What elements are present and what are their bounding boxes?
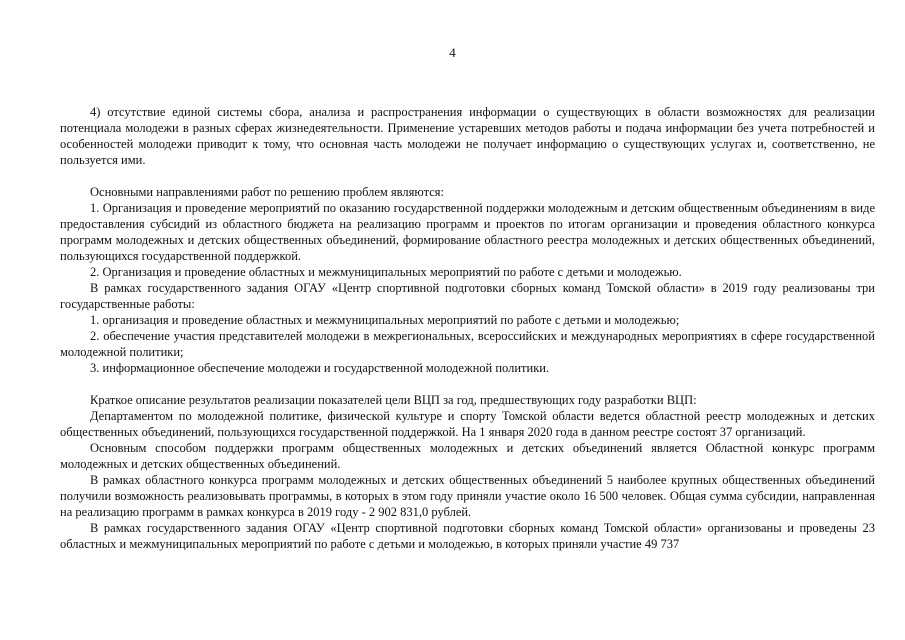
paragraph-directions-heading: Основными направлениями работ по решению проблем являются:: [90, 185, 444, 199]
paragraph-direction-1: 1. Организация и проведение мероприятий по оказанию государственной поддержки молодежным и детским общественным объединениям в виде предоставления субсидий из областного бюджета на реализацию программ и проектов по итогам организации и проведения областного конкурса программ молодежных и детских общественных объединений, формирование областного реестра молодежных и детских общественных объединений, пользующихся государственной поддержкой.: [60, 201, 875, 263]
paragraph-work-3: 3. информационное обеспечение молодежи и государственной молодежной политики.: [90, 361, 550, 375]
document-body: [60, 104, 875, 552]
paragraph-direction-2: 2. Организация и проведение областных и межмуниципальных мероприятий по работе с детьми и молодежью.: [90, 265, 682, 279]
paragraph-events-results: В рамках государственного задания ОГАУ «Центр спортивной подготовки сборных команд Томской области» организованы и проведены 23 областных и межмуниципальных мероприятий по работе с детьми и молодежью, в которых приняли участие 49 737: [60, 521, 875, 551]
page-number: 4: [449, 45, 456, 60]
paragraph-problem-4: 4) отсутствие единой системы сбора, анализа и распространения информации о существующих в области возможностях для реализации потенциала молодежи в разных сферах жизнедеятельности. Применение устаревших методов работы и подача информации без учета потребностей и особенностей молодежи приводит к тому, что основная часть молодежи не получает информацию о существующих услугах и, соответственно, не пользуется ими.: [60, 105, 875, 167]
paragraph-results-heading: Краткое описание результатов реализации показателей цели ВЦП за год, предшествующих году разработки ВЦП:: [90, 393, 697, 407]
paragraph-contest-results: В рамках областного конкурса программ молодежных и детских общественных объединений 5 наиболее крупных общественных объединений получили возможность реализовывать программы, в которых в этом году приняли участие около 16 500 человек. Общая сумма субсидии, направленная на реализацию программ в рамках конкурса в 2019 году - 2 902 831,0 рублей.: [60, 473, 875, 519]
paragraph-work-2: 2. обеспечение участия представителей молодежи в межрегиональных, всероссийских и международных мероприятиях в сфере государственной молодежной политики;: [60, 329, 875, 359]
paragraph-state-assignment: В рамках государственного задания ОГАУ «Центр спортивной подготовки сборных команд Томской области» в 2019 году реализованы три государственные работы:: [60, 281, 875, 311]
paragraph-support-method: Основным способом поддержки программ общественных молодежных и детских объединений является Областной конкурс программ молодежных и детских общественных объединений.: [60, 441, 875, 471]
paragraph-registry: Департаментом по молодежной политике, физической культуре и спорту Томской области ведется областной реестр молодежных и детских общественных объединений, пользующихся государственной поддержкой. На 1 января 2020 года в данном реестре состоят 37 организаций.: [60, 409, 875, 439]
paragraph-work-1: 1. организация и проведение областных и межмуниципальных мероприятий по работе с детьми и молодежью;: [90, 313, 680, 327]
